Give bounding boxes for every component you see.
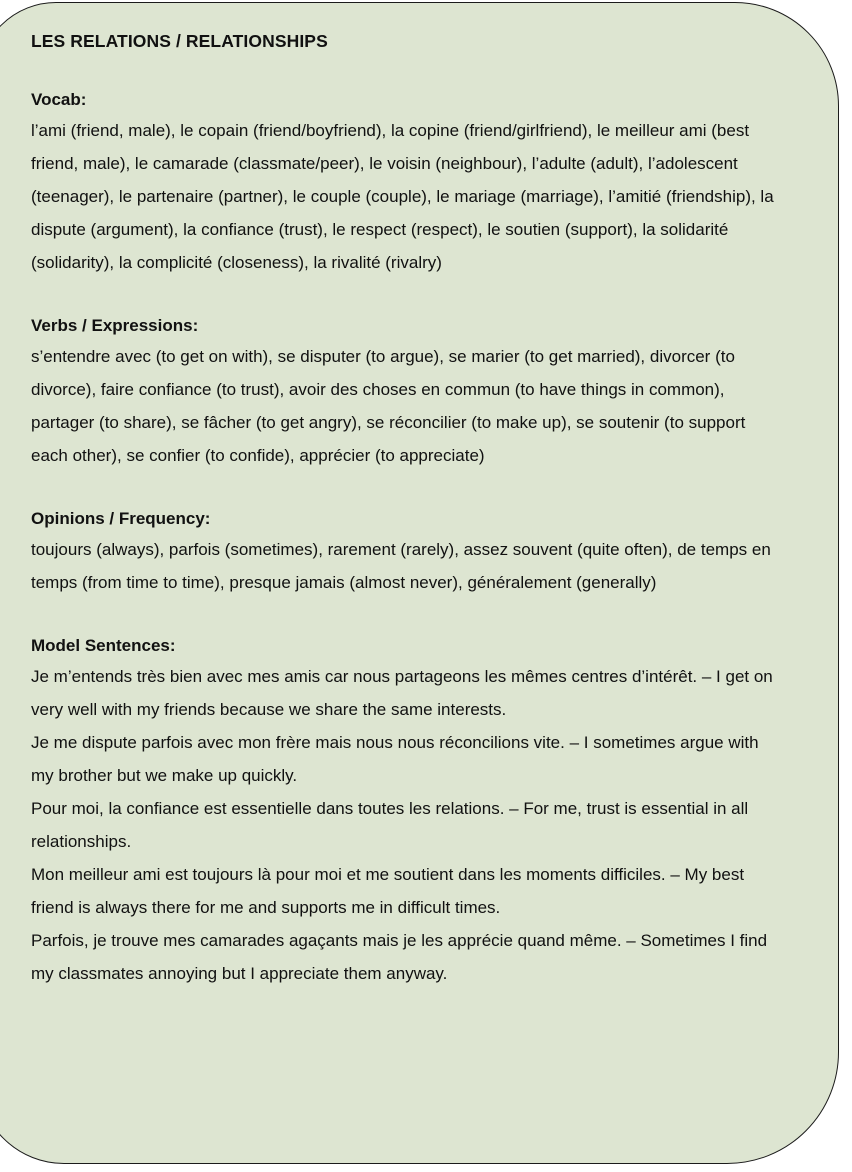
opinions-section <box>31 505 794 599</box>
model-sentences-section <box>31 632 794 990</box>
vocab-heading: Vocab: <box>31 90 87 109</box>
model-sentences-heading: Model Sentences: <box>31 636 176 655</box>
model-sentence-item: Mon meilleur ami est toujours là pour moi et me soutient dans les moments difficiles. – My best friend is always there for me and supports me in difficult times. <box>31 865 745 917</box>
vocab-body: l’ami (friend, male), le copain (friend/boyfriend), la copine (friend/girlfriend), le meilleur ami (best friend, male), le camarade (classmate/peer), le voisin (neighbour), l’adulte (adult), l’adolescent (teenager), le partenaire (partner), le couple (couple), le mariage (marriage), l’amitié (friendship), la dispute (argument), la confiance (trust), le respect (respect), le soutien (support), la solidarité (solidarity), la complicité (closeness), la rivalité (rivalry) <box>31 121 774 272</box>
vocab-section <box>31 86 794 279</box>
verbs-heading: Verbs / Expressions: <box>31 316 199 335</box>
model-sentence-item: Parfois, je trouve mes camarades agaçants mais je les apprécie quand même. – Sometimes I find my classmates annoying but I appreciate them anyway. <box>31 931 768 983</box>
verbs-body: s’entendre avec (to get on with), se disputer (to argue), se marier (to get married), divorcer (to divorce), faire confiance (to trust), avoir des choses en commun (to have things in common), partager (to share), se fâcher (to get angry), se réconcilier (to make up), se soutenir (to support each other), se confier (to confide), apprécier (to appreciate) <box>31 347 746 465</box>
page-title: LES RELATIONS / RELATIONSHIPS <box>31 31 328 51</box>
opinions-heading: Opinions / Frequency: <box>31 509 211 528</box>
model-sentence-item: Je m’entends très bien avec mes amis car nous partageons les mêmes centres d’intérêt. – I get on very well with my friends because we share the same interests. <box>31 667 773 719</box>
model-sentence-item: Je me dispute parfois avec mon frère mais nous nous réconcilions vite. – I sometimes argue with my brother but we make up quickly. <box>31 733 759 785</box>
model-sentence-item: Pour moi, la confiance est essentielle dans toutes les relations. – For me, trust is essential in all relationships. <box>31 799 749 851</box>
model-sentences-list <box>31 660 783 990</box>
verbs-section <box>31 312 794 472</box>
relationships-revision-card <box>0 2 839 1164</box>
opinions-body: toujours (always), parfois (sometimes), rarement (rarely), assez souvent (quite often), de temps en temps (from time to time), presque jamais (almost never), généralement (generally) <box>31 540 771 592</box>
